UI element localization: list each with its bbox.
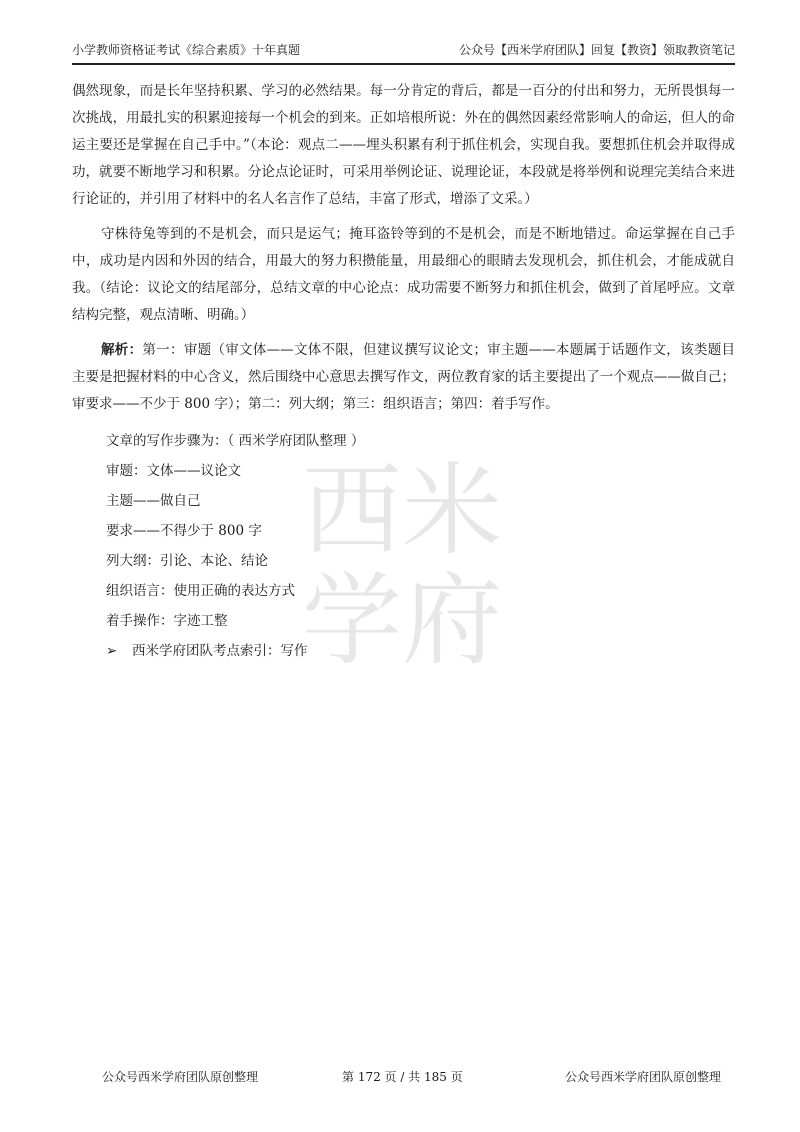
step-line: 文章的写作步骤为：（ 西米学府团队整理 ） <box>106 433 365 449</box>
step-line: 要求——不得少于 800 字 <box>106 523 262 539</box>
page-header <box>72 40 735 60</box>
step-line: 组织语言：使用正确的表达方式 <box>106 583 295 599</box>
page-footer <box>72 1067 735 1087</box>
index-bullet-text: 西米学府团队考点索引：写作 <box>132 643 308 659</box>
step-line: 主题——做自己 <box>106 493 201 509</box>
step-line: 着手操作：字迹工整 <box>106 613 228 629</box>
paragraph-conclusion: 守株待兔等到的不是机会，而只是运气；掩耳盗铃等到的不是机会，而是不断地错过。命运掌握在自己手中，成功是内因和外因的结合，用最大的努力积攒能量，用最细心的眼睛去发现机会，抓住机会，才能成就自我。（结论：议论文的结尾部分，总结文章的中心论点：成功需要不断努力和抓住机会，做到了首尾呼应。文章结构完整，观点清晰、明确。） <box>72 226 735 323</box>
header-divider <box>72 63 735 65</box>
footer-right-text: 公众号西米学府团队原创整理 <box>564 1070 721 1084</box>
header-title: 小学教师资格证考试《综合素质》十年真题 <box>72 43 301 57</box>
page-number: 第 172 页 / 共 185 页 <box>342 1070 463 1084</box>
watermark-line2: 学府 <box>302 562 502 679</box>
analysis-paragraph <box>72 337 735 418</box>
watermark-line1: 西米 <box>302 452 502 569</box>
footer-left-text: 公众号西米学府团队原创整理 <box>102 1070 259 1084</box>
paragraph-continued: 偶然现象，而是长年坚持积累、学习的必然结果。每一分肯定的背后，都是一百分的付出和努力，无所畏惧每一次挑战，用最扎实的积累迎接每一个机会的到来。正如培根所说：外在的偶然因素经常影响人的命运，但人的命运主要还是掌握在自己手中。”（本论：观点二——埋头积累有利于抓住机会，实现自我。要想抓住机会并取得成功，就要不断地学习和积累。分论点论证时，可采用举例论证、说理论证，本段就是将举例和说理完美结合来进行论证的，并引用了材料中的名人名言作了总结，丰富了形式，增添了文采。） <box>72 83 735 207</box>
analysis-text: 第一：审题（审文体——文体不限，但建议撰写议论文；审主题——本题属于话题作文，该类题目主要是把握材料的中心含义，然后围绕中心意思去撰写作文，两位教育家的话主要提出了一个观点——做自己；审要求——不少于 800 字）；第二：列大纲；第三：组织语言；第四：着手写作。 <box>72 342 736 412</box>
page-content <box>72 78 735 666</box>
analysis-label: 解析： <box>101 342 143 358</box>
header-promo: 公众号【西米学府团队】回复【教资】领取教资笔记 <box>458 43 735 57</box>
writing-steps <box>72 426 735 636</box>
index-bullet-item <box>72 636 735 666</box>
arrow-bullet-icon: ➢ <box>106 643 118 659</box>
step-line: 审题：文体——议论文 <box>106 463 241 479</box>
step-line: 列大纲：引论、本论、结论 <box>106 553 268 569</box>
